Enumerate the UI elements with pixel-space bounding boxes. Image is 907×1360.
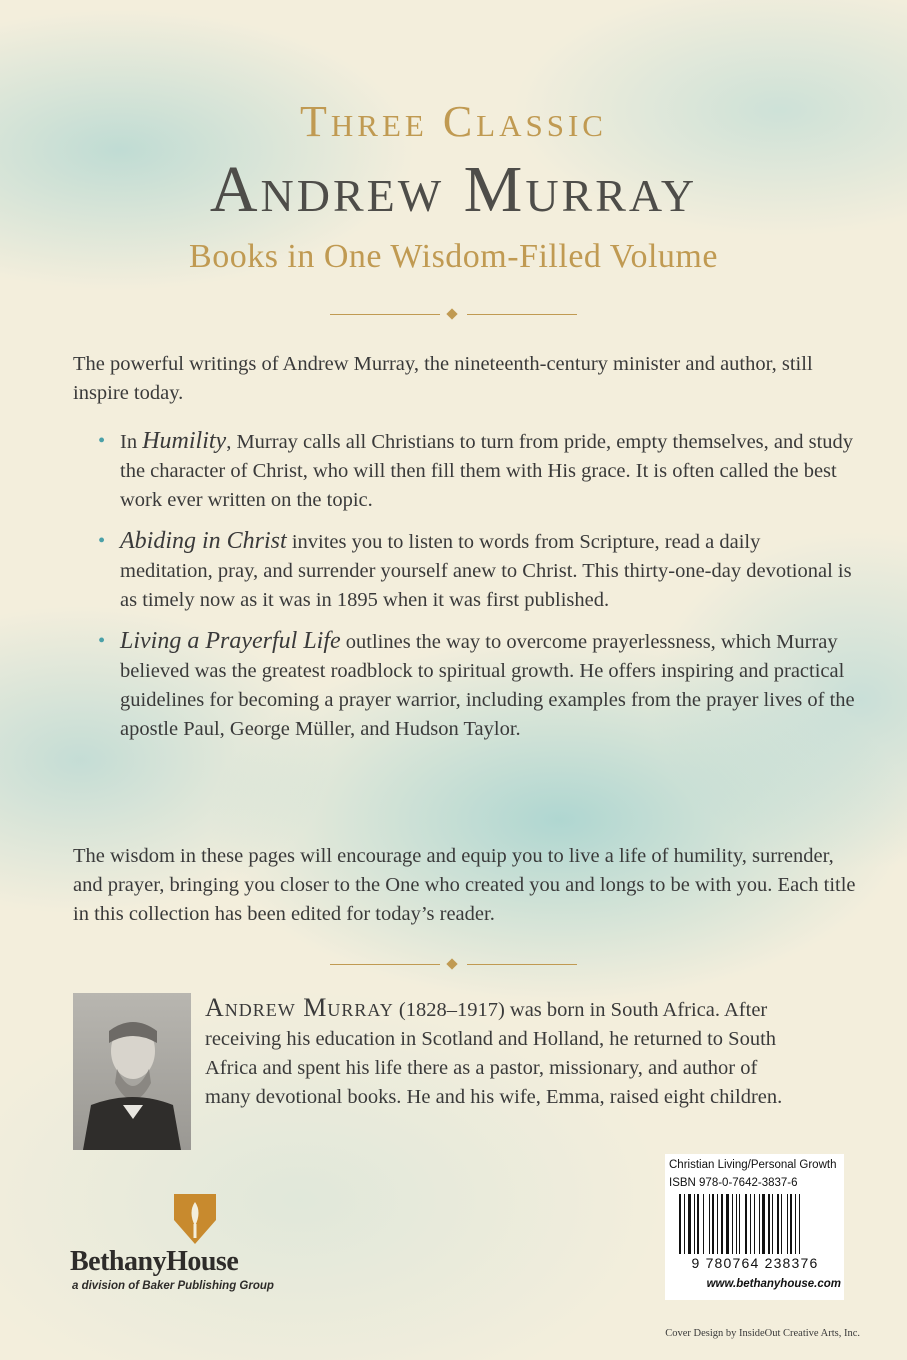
barcode-bar (777, 1194, 779, 1254)
bullet-icon: • (98, 530, 106, 552)
bullet-prefix: In (120, 431, 143, 453)
author-photo (73, 993, 191, 1150)
barcode-bar (790, 1194, 792, 1254)
barcode-bar (697, 1194, 699, 1254)
barcode-bar (772, 1194, 773, 1254)
bullet-text: invites you to listen to words from Scripture, read a daily meditation, pray, and surrender yourself anew to Christ. This thirty-one-day devotional is as timely now as it was in 1895 when it was first published. (120, 531, 852, 611)
ornament-divider-bottom (330, 958, 577, 972)
list-item-prayerful (98, 627, 858, 744)
publisher-subtitle: a division of Baker Publishing Group (72, 1280, 274, 1292)
barcode-bar (721, 1194, 723, 1254)
barcode-bar (688, 1194, 691, 1254)
barcode-bar (709, 1194, 710, 1254)
barcode-box (665, 1154, 844, 1300)
pen-nib-icon (170, 1190, 220, 1246)
barcode-bar (745, 1194, 747, 1254)
barcode (679, 1194, 835, 1254)
barcode-bar (787, 1194, 788, 1254)
list-item-abiding (98, 527, 858, 615)
bio-text: (1828–1917) was born in South Africa. After receiving his education in Scotland and Holland, he returned to South Africa and spent his life there as a pastor, missionary, and author of many devotional books. He and his wife, Emma, raised eight children. (205, 999, 783, 1108)
barcode-bar (799, 1194, 800, 1254)
barcode-digits: 9 780764 238376 (691, 1255, 819, 1271)
publisher-logo (70, 1190, 310, 1300)
barcode-bar (679, 1194, 681, 1254)
publisher-name: BethanyHouse (70, 1246, 239, 1277)
barcode-bar (726, 1194, 729, 1254)
barcode-bar (781, 1194, 782, 1254)
barcode-bar (732, 1194, 733, 1254)
barcode-bar (703, 1194, 704, 1254)
author-bio (205, 993, 805, 1112)
book-list (98, 427, 858, 756)
barcode-bar (762, 1194, 765, 1254)
list-item-humility (98, 427, 858, 515)
bullet-title: Living a Prayerful Life (120, 628, 341, 654)
barcode-bar (736, 1194, 737, 1254)
barcode-bar (739, 1194, 740, 1254)
bullet-text: , Murray calls all Christians to turn from pride, empty themselves, and study the character of Christ, who will then fill them with His grace. It is often called the best work ever written on the topic. (120, 431, 854, 511)
barcode-bar (750, 1194, 751, 1254)
barcode-bar (712, 1194, 714, 1254)
isbn-label: ISBN 978-0-7642-3837-6 (669, 1177, 798, 1189)
bullet-title: Humility (142, 428, 227, 454)
bullet-icon: • (98, 430, 106, 452)
intro-paragraph: The powerful writings of Andrew Murray, the nineteenth-century minister and author, still inspire today. (73, 353, 813, 404)
bullet-text: outlines the way to overcome prayerlessness, which Murray believed was the greatest roadblock to spiritual growth. He offers inspiring and practical guidelines for becoming a prayer warrior, including examples from the prayer lives of the apostle Paul, George Müller, and Hudson Taylor. (120, 631, 855, 740)
pretitle: Three Classic (300, 97, 607, 146)
barcode-bar (795, 1194, 796, 1254)
ornament-divider-top (330, 308, 577, 322)
barcode-bar (717, 1194, 718, 1254)
closing-paragraph: The wisdom in these pages will encourage and equip you to live a life of humility, surrender, and prayer, bringing you closer to the One who created you and longs to be with you. Each title in this collection has been edited for today’s reader. (73, 845, 856, 925)
barcode-bar (694, 1194, 695, 1254)
barcode-bar (754, 1194, 755, 1254)
category-label: Christian Living/Personal Growth (669, 1159, 837, 1171)
barcode-bar (768, 1194, 770, 1254)
author-name: Andrew Murray (205, 993, 394, 1022)
bullet-icon: • (98, 630, 106, 652)
author-portrait-icon (73, 993, 191, 1150)
bullet-title: Abiding in Christ (120, 528, 287, 554)
website-url: www.bethanyhouse.com (706, 1278, 841, 1290)
subtitle: Books in One Wisdom-Filled Volume (189, 238, 718, 275)
barcode-bar (759, 1194, 760, 1254)
barcode-bar (684, 1194, 685, 1254)
book-title: Andrew Murray (209, 153, 698, 226)
design-credit: Cover Design by InsideOut Creative Arts, Inc. (665, 1328, 860, 1339)
